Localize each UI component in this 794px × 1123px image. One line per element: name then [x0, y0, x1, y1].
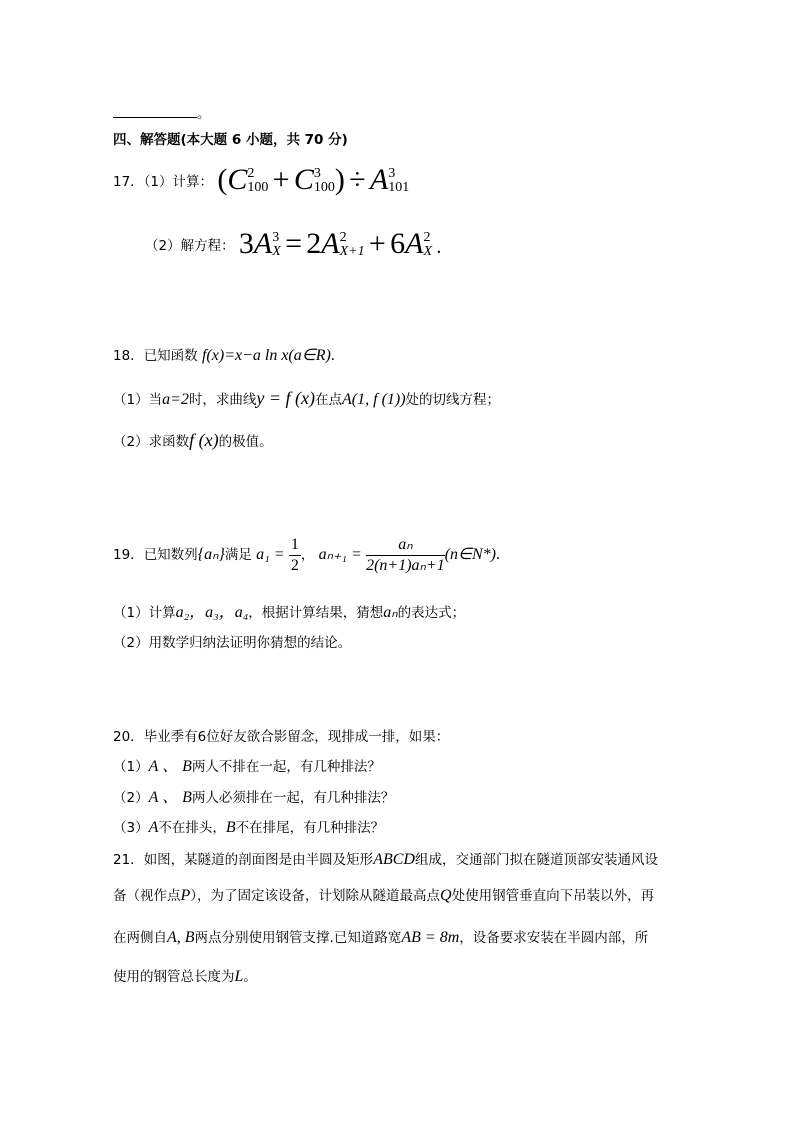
q19-stem: 19．已知数列{aₙ}满足 a₁ = $\frac{1}{2}$ ， aₙ₊₁ = $\frac{\text{aₙ}}{\text{2(n+1)aₙ+1}}$ (n∈N*). [113, 535, 500, 574]
q19-part1: （1）计算a₂，a₃，a₄，根据计算结果，猜想aₙ的表达式； [113, 604, 466, 621]
q18-stem: 18．已知函数 f(x)=x−a ln x(a∈R). [113, 347, 335, 364]
answer-blank-line [113, 103, 211, 124]
q17-equation: 3A 3 X = 2A 2 X+1 + 6A 2 X . [238, 226, 442, 260]
q17-number: 17． [113, 174, 144, 190]
q17-part2 [145, 224, 441, 268]
q17-expression: (C 2 100 + C 3 100 ) ÷ A 3 101 [217, 162, 410, 196]
blank-underline [113, 103, 197, 118]
blank-period: 。 [197, 106, 211, 122]
q18-part1: （1）当a=2时，求曲线y = f (x)在点A(1, f (1))处的切线方程； [113, 388, 501, 408]
q20-number: 20． [113, 729, 144, 745]
section-title: 四、解答题(本大题 6 小题，共 70 分) [113, 132, 348, 148]
q21-line1: 21．如图，某隧道的剖面图是由半圆及矩形ABCD组成，交通部门拟在隧道顶部安装通风设 [113, 851, 658, 868]
q17-part1 [113, 160, 409, 204]
q20-part1: （1）A 、 B两人不排在一起，有几种排法？ [113, 758, 381, 775]
q19-number: 19． [113, 547, 144, 563]
q21-line2: 备（视作点P），为了固定该设备，计划除从隧道最高点Q处使用钢管垂直向下吊装以外，再 [113, 887, 655, 904]
q21-number: 21． [113, 852, 144, 868]
q20-part2: （2）A 、 B两人必须排在一起，有几种排法？ [113, 789, 395, 806]
q19-recurrence-fraction: $\frac{\text{aₙ}}{\text{2(n+1)aₙ+1}}$ [366, 535, 445, 574]
q18-number: 18． [113, 348, 144, 364]
q18-part2: （2）求函数f (x)的极值。 [113, 430, 273, 450]
q17-part1-label: （1）计算： [143, 174, 214, 190]
q21-line3: 在两侧自A, B两点分别使用钢管支撑.已知道路宽AB = 8m，设备要求安装在半圆内部，所 [113, 929, 649, 946]
q20-part3: （3）A不在排头，B不在排尾，有几种排法？ [113, 819, 385, 836]
q18-function: f(x)=x−a ln x(a∈R) [201, 347, 331, 364]
q19-fraction-half: $\frac{1}{2}$ [290, 535, 299, 574]
q17-part2-label: （2）解方程： [145, 238, 235, 254]
q20-stem: 20．毕业季有6位好友欲合影留念，现排成一排，如果： [113, 729, 450, 745]
q21-line4: 使用的钢管总长度为L。 [113, 968, 257, 985]
q19-part2: （2）用数学归纳法证明你猜想的结论。 [113, 635, 352, 651]
q19-sequence: {aₙ} [197, 546, 225, 563]
